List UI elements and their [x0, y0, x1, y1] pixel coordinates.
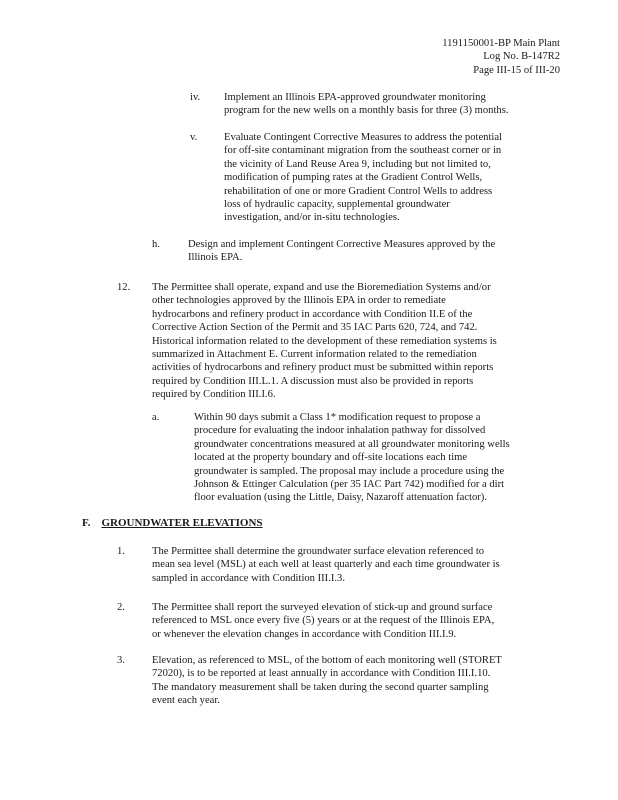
text-line: Corrective Action Section of the Permit and 35 IAC Parts 620, 724, and 742.: [152, 322, 478, 334]
item-h-text: [188, 238, 495, 265]
item-v-text: [224, 131, 502, 225]
text-line: mean sea level (MSL) at each well at least quarterly and each time groundwater is: [152, 559, 500, 571]
text-line: located at the property boundary and off-site locations each time: [194, 452, 468, 464]
item-f2-marker: 2.: [117, 602, 125, 613]
section-f-heading: [82, 517, 263, 530]
item-f1-marker: 1.: [117, 546, 125, 557]
section-f-letter: F.: [82, 517, 91, 529]
text-line: loss of hydraulic capacity, supplemental groundwater: [224, 199, 450, 211]
text-line: other technologies approved by the Illinois EPA in order to remediate: [152, 295, 446, 307]
text-line: Historical information related to the development of these remediation systems is: [152, 335, 497, 347]
text-line: procedure for evaluating the indoor inhalation pathway for dissolved: [194, 425, 486, 437]
item-f2-text: [152, 601, 494, 641]
section-f-title: GROUNDWATER ELEVATIONS: [101, 517, 263, 529]
text-line: required by Condition III.I.6.: [152, 389, 276, 401]
text-line: Johnson & Ettinger Calculation (per 35 IAC Part 742) modified for a dirt: [194, 479, 505, 491]
item-iv-marker: iv.: [190, 92, 201, 103]
item-f3-marker: 3.: [117, 655, 125, 666]
text-line: The mandatory measurement shall be taken during the second quarter sampling: [152, 681, 489, 693]
item-h-marker: h.: [152, 239, 160, 250]
header-permit-number: 1191150001-BP Main Plant: [442, 38, 560, 49]
page-header: [442, 37, 560, 77]
header-log-number: Log No. B-147R2: [483, 51, 560, 63]
text-line: The Permittee shall determine the groundwater surface elevation referenced to: [152, 546, 485, 557]
text-line: hydrocarbons and refinery product in accordance with Condition II.E of the: [152, 308, 473, 320]
text-line: or whenever the elevation changes in accordance with Condition III.I.9.: [152, 628, 457, 640]
item-f1-text: [152, 545, 500, 585]
text-line: groundwater concentrations measured at all groundwater monitoring wells: [194, 438, 510, 450]
text-line: floor evaluation (using the Little, Daisy, Nazaroff attenuation factor).: [194, 492, 487, 504]
item-v-marker: v.: [190, 132, 198, 143]
text-line: for off-site contaminant migration from the southeast corner or in: [224, 145, 502, 157]
text-line: Implement an Illinois EPA-approved groundwater monitoring: [224, 92, 486, 103]
text-line: event each year.: [152, 695, 220, 707]
text-line: referenced to MSL once every five (5) years or at the request of the Illinois EPA,: [152, 615, 495, 627]
text-line: sampled in accordance with Condition III.I.3.: [152, 572, 345, 584]
item-12-text: [152, 281, 497, 402]
item-iv-text: [224, 91, 509, 118]
item-12a-marker: a.: [152, 412, 160, 423]
text-line: Evaluate Contingent Corrective Measures to address the potential: [224, 132, 503, 143]
text-line: Within 90 days submit a Class 1* modification request to propose a: [194, 412, 481, 423]
text-line: summarized in Attachment E. Current information related to the remediation: [152, 349, 477, 361]
text-line: activities of hydrocarbons and refinery product must be submitted within reports: [152, 362, 494, 374]
text-line: groundwater is sampled. The proposal may include a procedure using the: [194, 465, 505, 477]
item-12-marker: 12.: [117, 282, 131, 293]
text-line: required by Condition III.L.1. A discussion must also be provided in reports: [152, 375, 474, 387]
text-line: modification of pumping rates at the Gradient Control Wells,: [224, 172, 483, 184]
item-12a-text: [194, 411, 510, 505]
text-line: Illinois EPA.: [188, 252, 243, 264]
item-f3-text: [152, 654, 502, 708]
text-line: Design and implement Contingent Corrective Measures approved by the: [188, 239, 496, 250]
text-line: program for the new wells on a monthly basis for three (3) months.: [224, 105, 509, 117]
text-line: investigation, and/or in-situ technologies.: [224, 212, 400, 224]
text-line: the vicinity of Land Reuse Area 9, including but not limited to,: [224, 158, 491, 170]
text-line: 72020), is to be reported at least annually in accordance with Condition III.I.10.: [152, 668, 491, 680]
text-line: rehabilitation of one or more Gradient Control Wells to address: [224, 185, 493, 197]
text-line: The Permittee shall operate, expand and use the Bioremediation Systems and/or: [152, 282, 491, 293]
header-page-number: Page III-15 of III-20: [473, 64, 560, 76]
text-line: The Permittee shall report the surveyed elevation of stick-up and ground surface: [152, 602, 493, 613]
text-line: Elevation, as referenced to MSL, of the bottom of each monitoring well (STORET: [152, 655, 502, 666]
